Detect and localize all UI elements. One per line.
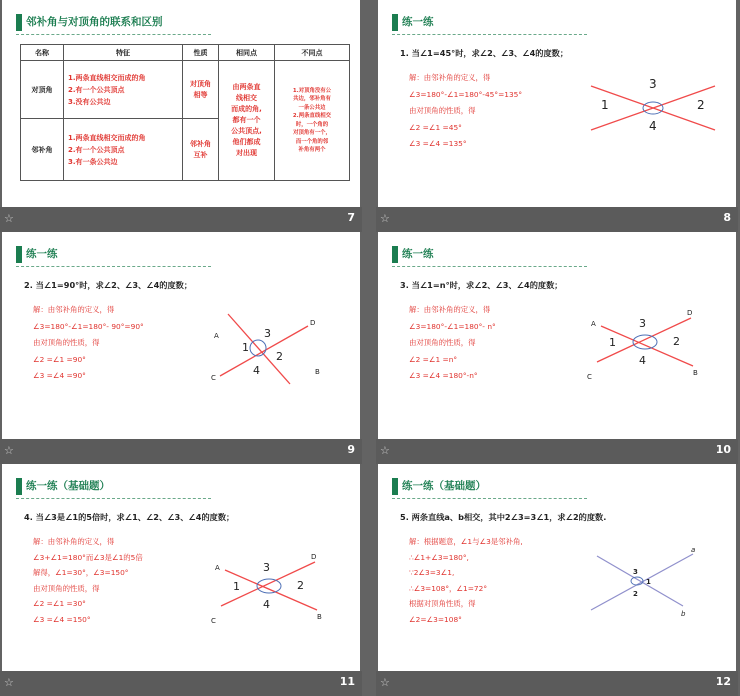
point-label: B <box>315 368 320 376</box>
angle-label: 3 <box>639 317 646 330</box>
slide-title: 练一练（基础题） <box>402 480 486 492</box>
solution-line: ∠2 =∠1 =30° <box>33 599 86 608</box>
solution-line: ∠3 =∠4 =180°-n° <box>409 371 478 380</box>
slide-title: 练一练 <box>402 16 434 28</box>
thumbnail-footer <box>376 207 738 232</box>
point-label: D <box>310 319 316 327</box>
title-underline <box>392 266 587 267</box>
common-line: 对出现 <box>236 149 257 157</box>
angle-label: 2 <box>276 350 283 363</box>
property-line: 对顶角 <box>190 79 211 88</box>
angle-label: 2 <box>297 579 304 592</box>
point-label: A <box>214 332 219 340</box>
diff-line: 补角有两个 <box>298 147 326 153</box>
solution-line: 解：根据题意，∠1与∠3是邻补角, <box>409 537 523 546</box>
angle-label: 2 <box>673 335 680 348</box>
point-label: B <box>317 613 322 621</box>
title-accent-bar <box>16 478 22 495</box>
thumbnail-footer <box>376 671 738 696</box>
slide-star-icon[interactable]: ☆ <box>4 676 14 689</box>
question-text: 2. 当∠1=90°时，求∠2、∠3、∠4的度数； <box>24 280 193 290</box>
solution-block <box>409 302 496 385</box>
slide-title: 练一练 <box>402 248 434 260</box>
solution-line: 由对顶角的性质，得 <box>33 338 100 347</box>
diff-line: 一条公共边 <box>298 104 326 111</box>
solution-line: ∠3 =∠4 =90° <box>33 371 86 380</box>
question-text: 5. 两条直线a、b相交，其中2∠3=3∠1，求∠2的度数. <box>400 512 607 522</box>
solution-block <box>33 302 144 385</box>
solution-line: ∴∠3=108°，∠1=72° <box>409 583 488 593</box>
solution-line: ∠2 =∠1 =90° <box>33 354 86 364</box>
slide-star-icon[interactable]: ☆ <box>4 444 14 457</box>
solution-line: ∠2 =∠1 =n° <box>409 354 458 364</box>
property-line: 邻补角 <box>190 139 211 148</box>
row-name: 对顶角 <box>21 61 64 119</box>
common-line: 都有一个 <box>232 116 261 124</box>
feature-line: 2.有一个公共顶点 <box>68 85 125 94</box>
solution-line: 由对顶角的性质，得 <box>409 338 476 347</box>
feature-line: 3.没有公共边 <box>68 97 111 106</box>
angle-label: 1 <box>233 580 240 593</box>
question-text: 4. 当∠3是∠1的5倍时，求∠1、∠2、∠3、∠4的度数； <box>24 512 235 522</box>
feature-line: 3.有一条公共边 <box>68 157 118 166</box>
solution-block <box>409 70 522 153</box>
angle-label: 1 <box>242 341 249 354</box>
feature-line: 2.有一个公共顶点 <box>68 145 125 154</box>
diff-line: 2.两条直线相交 <box>292 113 332 119</box>
solution-line: ∠3 =∠4 =150° <box>33 614 91 624</box>
title-accent-bar <box>16 14 22 31</box>
intersecting-lines-diagram <box>581 302 711 382</box>
common-line: 他们都成 <box>232 138 261 146</box>
solution-line: 由对顶角的性质，得 <box>33 583 100 593</box>
intersecting-lines-diagram <box>205 546 335 626</box>
point-label: D <box>311 553 317 561</box>
angle-label: 4 <box>263 598 270 611</box>
slide-thumbnail-11[interactable] <box>0 464 362 696</box>
angle-label: 3 <box>633 568 638 576</box>
title-accent-bar <box>392 246 398 263</box>
title-accent-bar <box>16 246 22 263</box>
solution-line: ∵2∠3=3∠1, <box>409 568 455 577</box>
solution-line: 解：由邻补角的定义，得 <box>33 537 115 546</box>
table-header: 性质 <box>183 45 219 61</box>
slide-star-icon[interactable]: ☆ <box>380 676 390 689</box>
title-underline <box>16 266 211 267</box>
feature-cell <box>64 61 183 119</box>
slide-thumbnail-12[interactable] <box>376 464 738 696</box>
diff-line: 1.对顶角没有公 <box>292 87 332 94</box>
table-header: 不同点 <box>275 45 350 61</box>
angle-label: 3 <box>264 327 271 340</box>
slide-title: 练一练 <box>26 248 58 260</box>
slide-canvas <box>378 0 736 207</box>
thumbnail-footer <box>0 207 362 232</box>
point-label: D <box>687 309 693 317</box>
angle-label: 1 <box>601 98 609 112</box>
feature-cell <box>64 119 183 181</box>
property-line: 相等 <box>193 90 208 99</box>
solution-line: ∴∠1+∠3=180°, <box>409 552 469 562</box>
angle-label: 1 <box>609 336 616 349</box>
slide-canvas <box>2 464 360 671</box>
question-text: 1. 当∠1=45°时，求∠2、∠3、∠4的度数； <box>400 48 569 58</box>
difference-cell <box>275 61 350 181</box>
common-line: 由两条直 <box>232 83 261 91</box>
title-underline <box>16 34 211 35</box>
solution-line: 由对顶角的性质，得 <box>409 106 476 115</box>
slide-title: 邻补角与对顶角的联系和区别 <box>26 16 163 28</box>
point-label: A <box>215 564 220 572</box>
slide-canvas <box>2 0 360 207</box>
angle-label: 2 <box>633 590 638 598</box>
angle-label: 4 <box>639 354 646 367</box>
line-label: b <box>681 610 686 618</box>
common-line: 而成的角, <box>231 105 262 113</box>
slide-number: 11 <box>339 675 355 688</box>
feature-line: 1.两条直线相交而成的角 <box>68 73 146 82</box>
thumbnail-footer <box>0 439 362 464</box>
angle-label: 4 <box>253 364 260 377</box>
title-underline <box>392 34 587 35</box>
slide-number: 8 <box>723 211 731 224</box>
solution-line: 解得，∠1=30°，∠3=150° <box>33 568 129 577</box>
property-line: 互补 <box>193 150 208 159</box>
line-label: a <box>691 546 696 554</box>
angle-label: 3 <box>649 77 657 91</box>
slide-thumbnail-8[interactable] <box>376 0 738 232</box>
diff-line: 时，一个角的 <box>295 121 329 128</box>
angle-label: 1 <box>646 578 651 586</box>
slide-canvas <box>378 232 736 439</box>
perpendicular-lines-diagram <box>202 310 332 390</box>
comparison-table <box>20 44 350 181</box>
solution-line: 解：由邻补角的定义，得 <box>409 305 491 314</box>
intersecting-lines-diagram <box>583 68 723 138</box>
row-name: 邻补角 <box>21 119 64 181</box>
thumbnail-footer <box>0 671 362 696</box>
diff-line: 对顶角有一个， <box>293 130 331 136</box>
solution-line: ∠2=∠3=108° <box>409 614 462 624</box>
diff-line: 共边，邻补角有 <box>293 96 331 102</box>
slide-thumbnail-7[interactable] <box>0 0 362 232</box>
solution-line: ∠3+∠1=180°而∠3是∠1的5倍 <box>33 552 143 562</box>
slide-title: 练一练（基础题） <box>26 480 110 492</box>
title-underline <box>392 498 587 499</box>
slide-star-icon[interactable]: ☆ <box>4 212 14 225</box>
slide-thumbnail-9[interactable] <box>0 232 362 464</box>
slide-number: 9 <box>347 443 355 456</box>
slide-number: 7 <box>347 211 355 224</box>
feature-line: 1.两条直线相交而成的角 <box>68 133 146 142</box>
point-label: A <box>591 320 596 328</box>
table-header: 特征 <box>64 45 183 61</box>
table-header: 名称 <box>21 45 64 61</box>
point-label: C <box>211 374 216 382</box>
thumbnail-footer <box>376 439 738 464</box>
solution-line: ∠3=180°-∠1=180°- n° <box>409 321 496 331</box>
title-underline <box>16 498 211 499</box>
solution-line: 根据对顶角性质，得 <box>409 599 476 608</box>
common-cell <box>219 61 275 181</box>
solution-line: ∠2 =∠1 =45° <box>409 122 462 132</box>
slide-star-icon[interactable]: ☆ <box>380 212 390 225</box>
table-header: 相同点 <box>219 45 275 61</box>
question-text: 3. 当∠1=n°时，求∠2、∠3、∠4的度数； <box>400 280 563 290</box>
intersecting-lines-diagram <box>583 544 708 624</box>
common-line: 公共顶点, <box>231 127 262 135</box>
slide-star-icon[interactable]: ☆ <box>380 444 390 457</box>
slide-canvas <box>2 232 360 439</box>
diff-line: 而一个角的邻 <box>295 138 329 145</box>
title-accent-bar <box>392 478 398 495</box>
point-label: C <box>211 617 216 625</box>
property-cell <box>183 119 219 181</box>
title-accent-bar <box>392 14 398 31</box>
solution-line: ∠3 =∠4 =135° <box>409 139 467 148</box>
solution-line: 解：由邻补角的定义，得 <box>409 73 491 82</box>
solution-block <box>33 534 143 627</box>
solution-block <box>409 534 523 627</box>
property-cell <box>183 61 219 119</box>
point-label: C <box>587 373 592 381</box>
point-label: B <box>693 369 698 377</box>
common-line: 线相交 <box>236 94 257 102</box>
slide-number: 12 <box>715 675 731 688</box>
slide-thumbnail-10[interactable] <box>376 232 738 464</box>
angle-label: 2 <box>697 98 705 112</box>
slide-canvas <box>378 464 736 671</box>
solution-line: ∠3=180°-∠1=180°- 90°=90° <box>33 321 144 331</box>
solution-line: ∠3=180°-∠1=180°-45°=135° <box>409 89 523 99</box>
solution-line: 解：由邻补角的定义，得 <box>33 305 115 314</box>
slide-number: 10 <box>715 443 731 456</box>
angle-label: 3 <box>263 561 270 574</box>
angle-label: 4 <box>649 119 657 133</box>
